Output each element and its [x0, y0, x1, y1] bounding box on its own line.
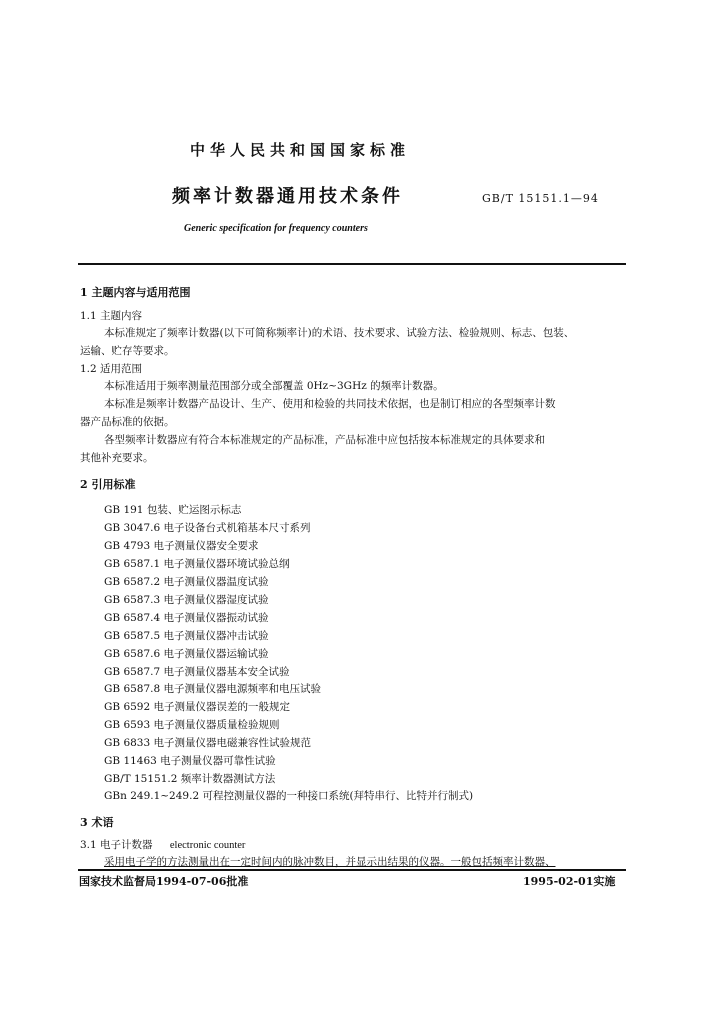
header-divider — [78, 263, 626, 265]
term-chinese: 3.1 电子计数器 — [80, 839, 153, 851]
reference-item: GB 6587.5 电子测量仪器冲击试验 — [104, 630, 269, 642]
reference-item: GB 6587.6 电子测量仪器运输试验 — [104, 648, 269, 660]
section-1-2-paragraph-3: 各型频率计数器应有符合本标准规定的产品标准，产品标准中应包括按本标准规定的具体要求和 — [104, 434, 545, 446]
document-title: 频率计数器通用技术条件 — [172, 186, 403, 207]
english-title: Generic specification for frequency counters — [184, 223, 368, 234]
standard-code: GB/T 15151.1—94 — [482, 192, 599, 205]
reference-item: GB 6587.7 电子测量仪器基本安全试验 — [104, 666, 290, 678]
section-2-heading: 2 引用标准 — [80, 478, 136, 491]
section-1-2-paragraph-1: 本标准适用于频率测量范围部分或全部覆盖 0Hz~3GHz 的频率计数器。 — [104, 380, 444, 392]
section-1-1-paragraph: 本标准规定了频率计数器(以下可简称频率计)的术语、技术要求、试验方法、检验规则、标志、包装、 — [104, 327, 575, 339]
section-3-1-paragraph: 采用电子学的方法测量出在一定时间内的脉冲数目，并显示出结果的仪器。一般包括频率计数器、 — [104, 856, 556, 868]
reference-item: GB 6833 电子测量仪器电磁兼容性试验规范 — [104, 737, 312, 749]
section-1-2-paragraph-2: 本标准是频率计数器产品设计、生产、使用和检验的共同技术依据，也是制订相应的各型频率计数 — [104, 398, 556, 410]
section-1-2-paragraph-3-cont: 其他补充要求。 — [80, 452, 154, 464]
section-1-2-heading: 1.2 适用范围 — [80, 363, 143, 375]
reference-item: GB 3047.6 电子设备台式机箱基本尺寸系列 — [104, 522, 311, 534]
section-1-1-paragraph-cont: 运输、贮存等要求。 — [80, 345, 175, 357]
section-3-heading: 3 术语 — [80, 816, 114, 829]
national-standard-header: 中华人民共和国国家标准 — [189, 141, 410, 159]
reference-item: GB 11463 电子测量仪器可靠性试验 — [104, 755, 276, 767]
reference-item: GBn 249.1~249.2 可程控测量仪器的一种接口系统(拜特串行、比特并行制式) — [104, 790, 474, 802]
reference-item: GB 6587.8 电子测量仪器电源频率和电压试验 — [104, 683, 322, 695]
term-english: electronic counter — [169, 840, 246, 851]
reference-item: GB 6587.4 电子测量仪器振动试验 — [104, 612, 269, 624]
reference-item: GB 6592 电子测量仪器误差的一般规定 — [104, 701, 291, 713]
implementation-date: 1995-02-01实施 — [523, 875, 616, 888]
reference-item: GB 6593 电子测量仪器质量检验规则 — [104, 719, 280, 731]
reference-item: GB/T 15151.2 频率计数器测试方法 — [104, 773, 276, 785]
reference-item: GB 191 包装、贮运图示标志 — [104, 504, 242, 516]
reference-item: GB 6587.3 电子测量仪器湿度试验 — [104, 594, 269, 606]
section-1-1-heading: 1.1 主题内容 — [80, 310, 143, 322]
section-1-heading: 1 主题内容与适用范围 — [80, 286, 191, 299]
reference-item: GB 4793 电子测量仪器安全要求 — [104, 540, 259, 552]
section-1-2-paragraph-2-cont: 器产品标准的依据。 — [80, 416, 175, 428]
reference-item: GB 6587.1 电子测量仪器环境试验总纲 — [104, 558, 290, 570]
section-3-1-heading — [80, 840, 245, 852]
reference-item: GB 6587.2 电子测量仪器温度试验 — [104, 576, 269, 588]
approval-date: 国家技术监督局1994-07-06批准 — [79, 875, 249, 888]
footer-divider — [78, 869, 626, 871]
